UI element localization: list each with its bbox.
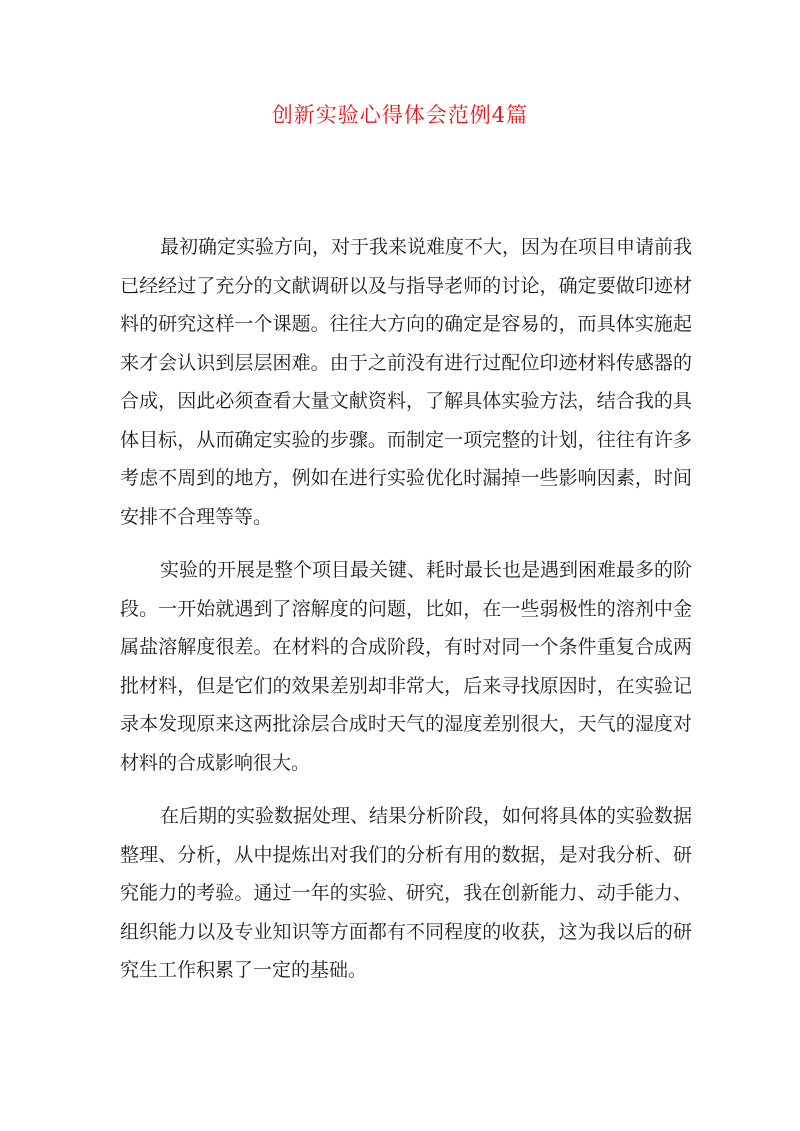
paragraph-2: 实验的开展是整个项目最关键、耗时最长也是遇到困难最多的阶段。一开始就遇到了溶解度的问题，比如，在一些弱极性的溶剂中金属盐溶解度很差。在材料的合成阶段，有时对同一个条件重复合成两批材料，但是它们的效果差别却非常大，后来寻找原因时，在实验记录本发现原来这两批涂层合成时天气的湿度差别很大，天气的湿度对材料的合成影响很大。	[120, 559, 693, 774]
paragraph-3: 在后期的实验数据处理、结果分析阶段，如何将具体的实验数据整理、分析，从中提炼出对我们的分析有用的数据，是对我分析、研究能力的考验。通过一年的实验、研究，我在创新能力、动手能力、组织能力以及专业知识等方面都有不同程度的收获，这为我以后的研究生工作积累了一定的基础。	[120, 805, 693, 981]
document-title: 创新实验心得体会范例4篇	[271, 103, 529, 127]
document-body	[120, 228, 692, 1005]
paragraph-1: 最初确定实验方向，对于我来说难度不大，因为在项目申请前我已经经过了充分的文献调研以及与指导老师的讨论，确定要做印迹材料的研究这样一个课题。往往大方向的确定是容易的，而具体实施起来才会认识到层层困难。由于之前没有进行过配位印迹材料传感器的合成，因此必须查看大量文献资料，了解具体实验方法，结合我的具体目标，从而确定实验的步骤。而制定一项完整的计划，往往有许多考虑不周到的地方，例如在进行实验优化时漏掉一些影响因素，时间安排不合理等等。	[120, 236, 693, 528]
